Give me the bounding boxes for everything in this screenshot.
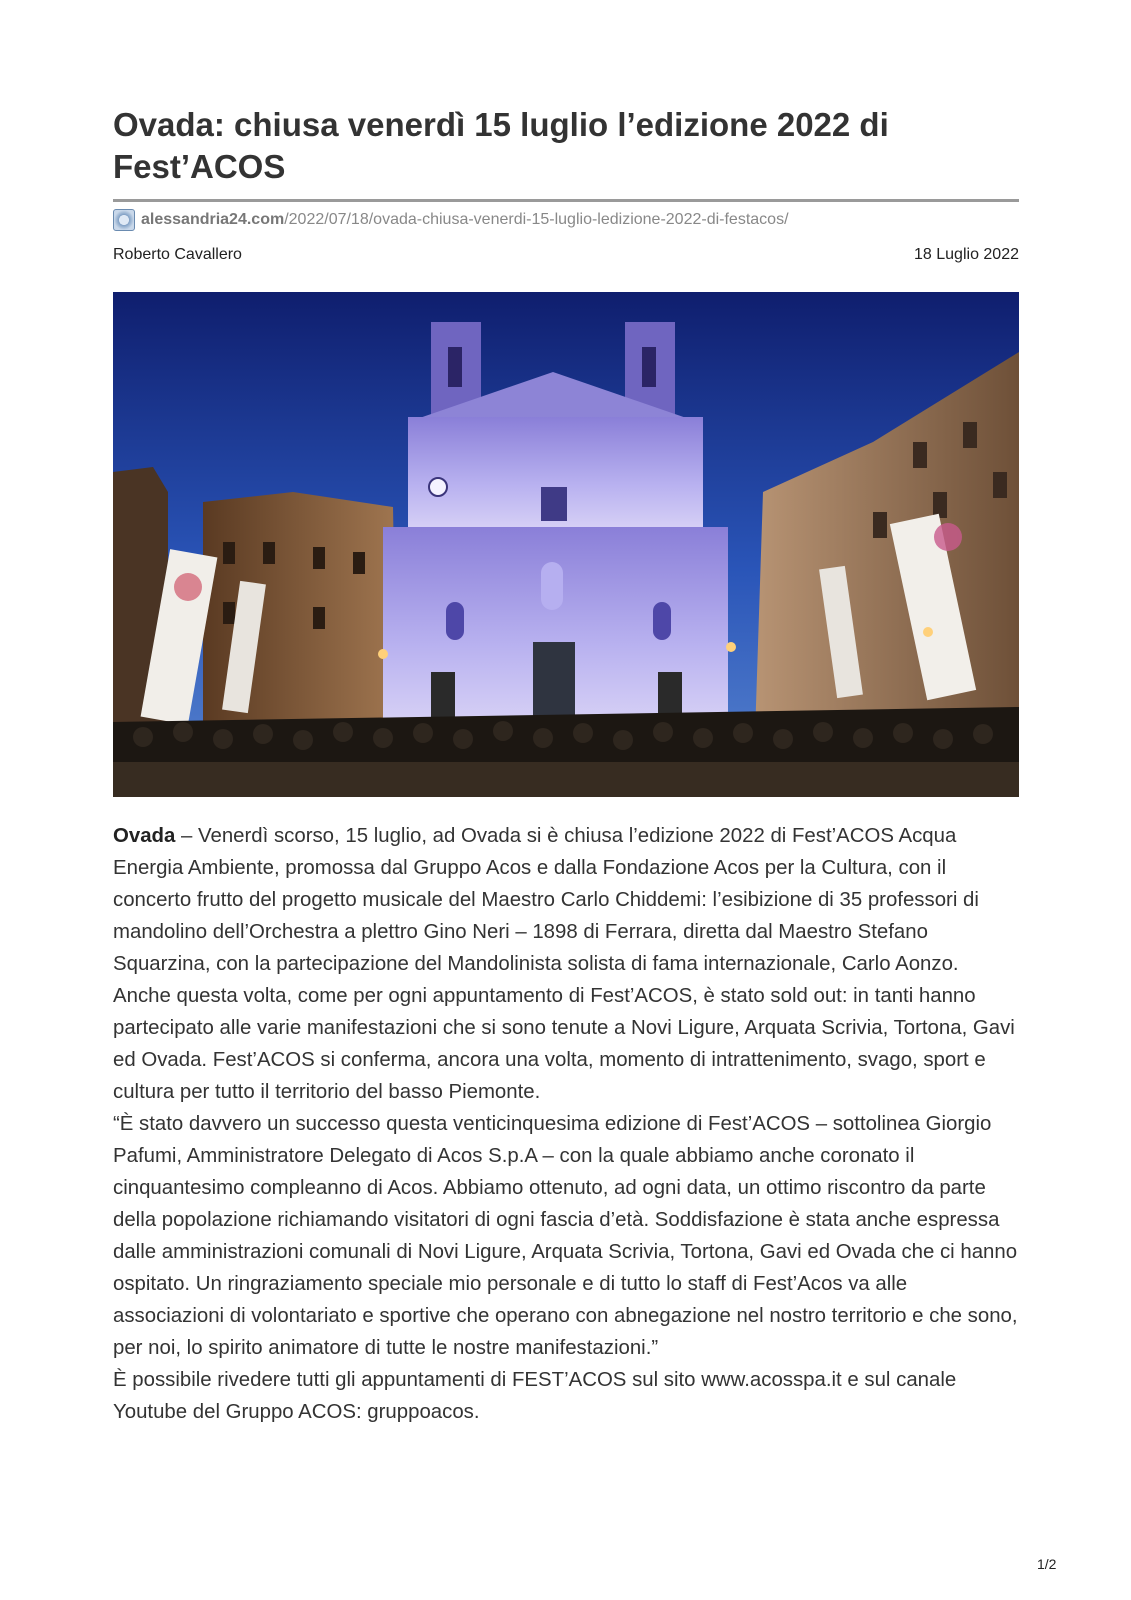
article-photo [113, 292, 1019, 797]
paragraph-2: Anche questa volta, come per ogni appuntamento di Fest’ACOS, è stato sold out: in tanti hanno partecipato alle varie manifestazioni che si sono tenute a Novi Ligure, Arquata Scrivia, Tortona, Gavi ed Ovada. Fest’ACOS si conferma, ancora una volta, momento di intrattenimento, svago, sport e cultura per tutto il territorio del basso Piemonte. [113, 985, 1015, 1103]
title-divider [113, 199, 1019, 202]
paragraph-1 [113, 820, 1023, 980]
church-square-concert-photo-icon [113, 292, 1019, 797]
article-title: Ovada: chiusa venerdì 15 luglio l’edizione 2022 di Fest’ACOS [113, 106, 889, 185]
publish-date: 18 Luglio 2022 [914, 246, 1019, 263]
source-url[interactable] [113, 209, 789, 231]
site-favicon-icon [113, 209, 135, 231]
author: Roberto Cavallero [113, 246, 242, 263]
source-path[interactable]: /2022/07/18/ovada-chiusa-venerdi-15-luglio-ledizione-2022-di-festacos/ [284, 211, 789, 228]
page-number: 1/2 [1037, 1556, 1057, 1572]
paragraph-3: “È stato davvero un successo questa venticinquesima edizione di Fest’ACOS – sottolinea Giorgio Pafumi, Amministratore Delegato di Acos S.p.A – con la quale abbiamo anche coronato il cinquantesimo compleanno di Acos. Abbiamo ottenuto, ad ogni data, un ottimo riscontro da parte della popolazione richiamando visitatori di ogni fascia d’età. Soddisfazione è stata anche espressa dalle amministrazioni comunali di Novi Ligure, Arquata Scrivia, Tortona, Gavi ed Ovada che ci hanno ospitato. Un ringraziamento speciale mio personale e di tutto lo staff di Fest’Acos va alle associazioni di volontariato e sportive che operano con abnegazione nel nostro territorio e che sono, per noi, lo spirito animatore di tutte le nostre manifestazioni.” [113, 1113, 1018, 1359]
article-meta [113, 246, 1019, 264]
paragraph-1-text: – Venerdì scorso, 15 luglio, ad Ovada si è chiusa l’edizione 2022 di Fest’ACOS Acqua Energia Ambiente, promossa dal Gruppo Acos e dalla Fondazione Acos per la Cultura, con il concerto frutto del progetto musicale del Maestro Carlo Chiddemi: l’esibizione di 35 professori di mandolino dell’Orchestra a plettro Gino Neri – 1898 di Ferrara, diretta dal Maestro Stefano Squarzina, con la partecipazione del Mandolinista solista di fama internazionale, Carlo Aonzo. [113, 825, 979, 975]
lead-location: Ovada [113, 825, 176, 847]
paragraph-4: È possibile rivedere tutti gli appuntamenti di FEST’ACOS sul sito www.acosspa.it e sul canale Youtube del Gruppo ACOS: gruppoacos. [113, 1369, 957, 1423]
source-domain[interactable]: alessandria24.com [141, 211, 285, 228]
article-body [113, 820, 1023, 1428]
